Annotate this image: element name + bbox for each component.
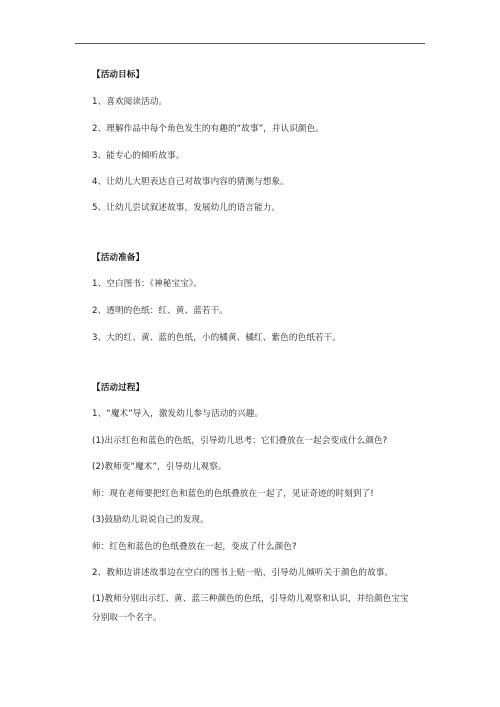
process-item-6: 师：红色和蓝色的色纸叠放在一起，变成了什么颜色? — [92, 542, 297, 552]
prep-item-1: 1、空白图书：《神秘宝宝》。 — [92, 279, 202, 289]
prep-item-3: 3、大的红、黄、蓝的色纸，小的橘黄、橘红、紫色的色纸若干。 — [92, 333, 341, 343]
header-rule — [75, 43, 425, 44]
process-item-2: (1)出示红色和蓝色的色纸，引导幼儿思考：它们叠放在一起会变成什么颜色? — [92, 436, 388, 446]
process-item-8: (1)教师分别出示红、黄、蓝三种颜色的色纸，引导幼儿观察和认识，并给颜色宝宝分别取一个名字。 — [92, 594, 409, 623]
goal-item-4: 4、让幼儿大胆表达自己对故事内容的猜测与想象。 — [92, 177, 289, 187]
goal-item-3: 3、能专心的倾听故事。 — [92, 151, 185, 161]
prep-item-2: 2、透明的色纸：红、黄、蓝若干。 — [92, 306, 228, 316]
process-item-3: (2)教师变“魔术”，引导幼儿观察。 — [92, 462, 227, 472]
section-heading-goals: 【活动目标】 — [92, 70, 145, 80]
section-heading-preparation: 【活动准备】 — [92, 253, 145, 263]
goal-item-2: 2、理解作品中每个角色发生的有趣的“故事”，并认识颜色。 — [92, 124, 325, 134]
goal-item-5: 5、让幼儿尝试叙述故事，发展幼儿的语言能力。 — [92, 203, 281, 213]
goal-item-1: 1、喜欢阅读活动。 — [92, 97, 168, 107]
process-item-5: (3)鼓励幼儿说说自己的发现。 — [92, 515, 209, 525]
section-heading-process: 【活动过程】 — [92, 383, 145, 393]
process-item-4: 师：现在老师要把红色和蓝色的色纸叠放在一起了，见证奇迹的时刻到了! — [92, 489, 374, 499]
process-item-1: 1、“魔术”导入，激发幼儿参与活动的兴趣。 — [92, 409, 264, 419]
process-item-7: 2、教师边讲述故事边在空白的图书上贴一贴，引导幼儿倾听关于颜色的故事。 — [92, 568, 394, 578]
